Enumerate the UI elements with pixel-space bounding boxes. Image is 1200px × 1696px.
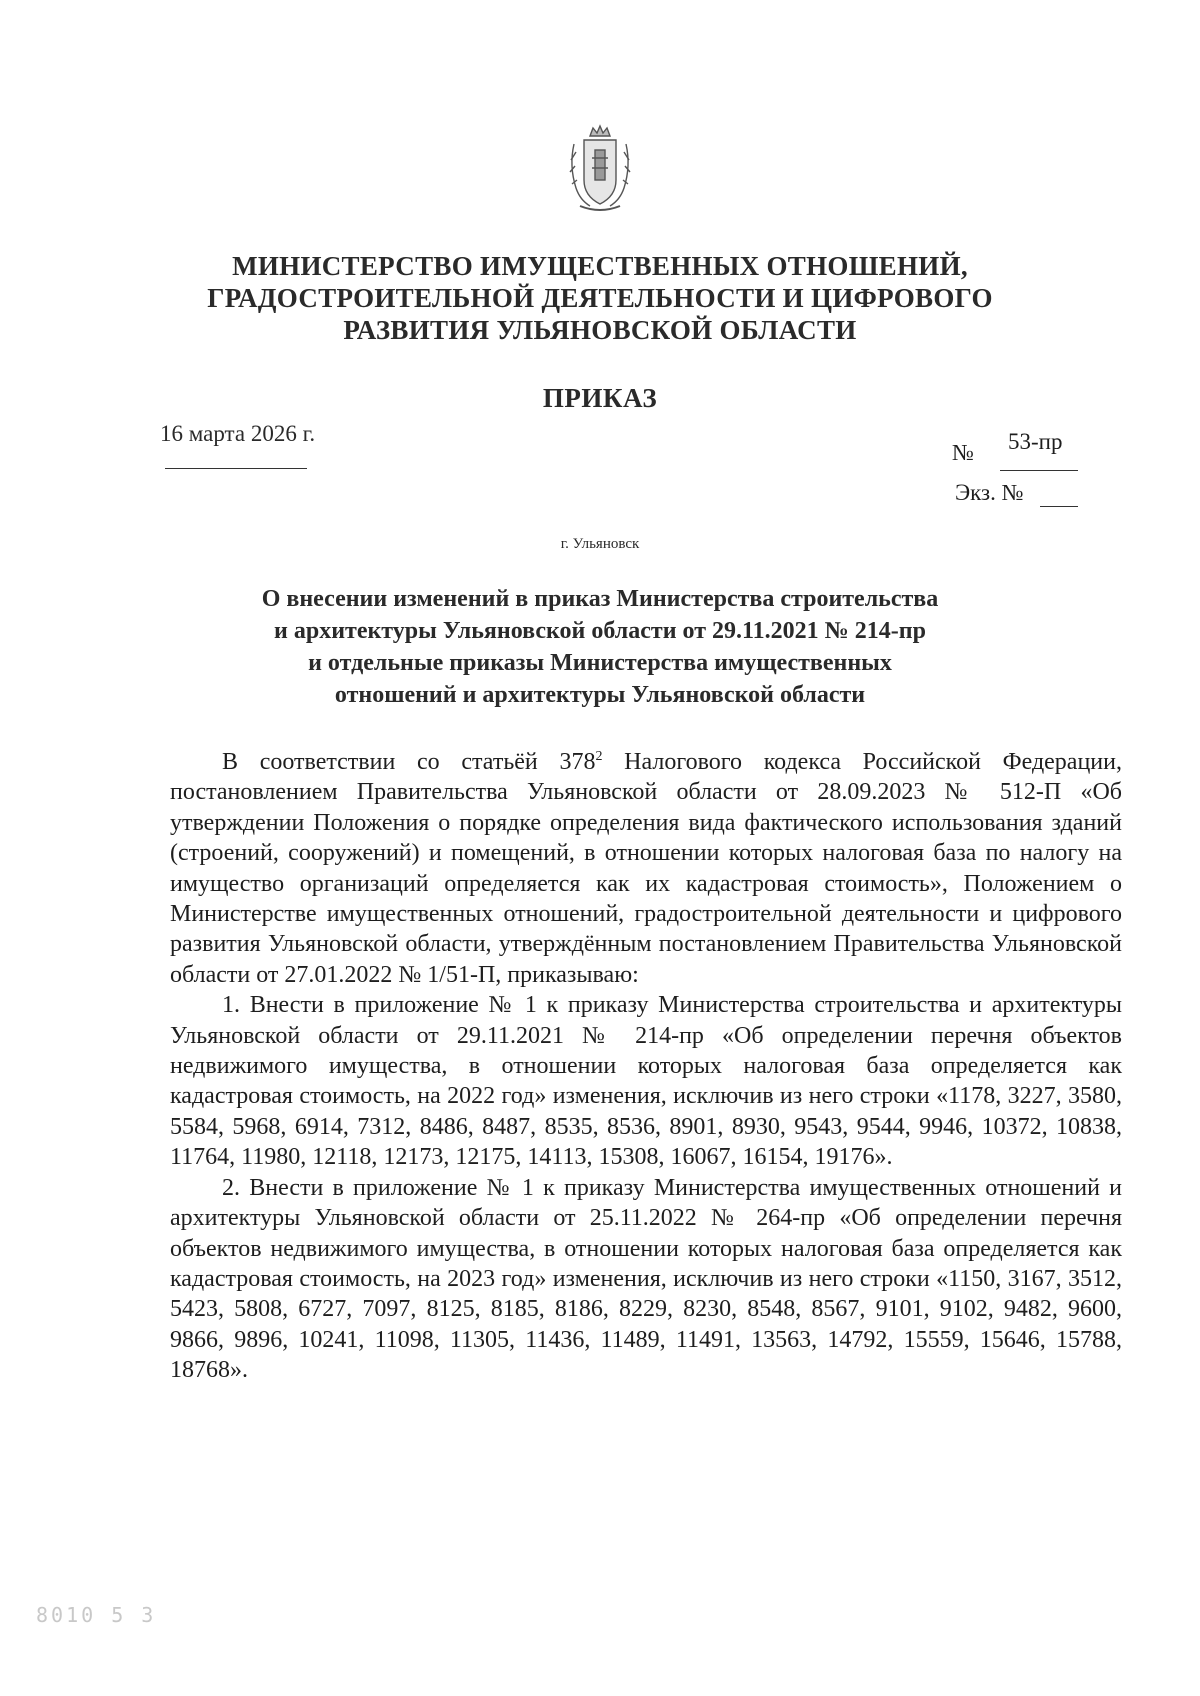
subject-line: О внесении изменений в приказ Министерства строительства [261, 586, 939, 612]
ministry-name-line: МИНИСТЕРСТВО ИМУЩЕСТВЕННЫХ ОТНОШЕНИЙ, [232, 251, 968, 281]
city-name: г. Ульяновск [560, 536, 640, 552]
preamble-text-end: Налогового кодекса Российской Федерации, постановлением Правительства Ульяновской области от 28.09.2023 № 512-П «Об утверждении Положения о порядке определения вида фактического использования зданий (строений, сооружений) и помещений, в отношении которых налоговая база по налогу на имущество организаций определяется как их кадастровая стоимость», Положением о Министерстве имущественных отношений, градостроительной деятельности и цифрового развития Ульяновской области, утверждённым постановлением Правительства Ульяновской области от 27.01.2022 № 1/51-П, приказываю: [170, 749, 1122, 988]
ministry-name-line: РАЗВИТИЯ УЛЬЯНОВСКОЙ ОБЛАСТИ [343, 315, 857, 345]
ministry-name [150, 250, 1050, 346]
subject-line: и архитектуры Ульяновской области от 29.11.2021 № 214-пр [274, 618, 926, 644]
document-number-label: № [952, 440, 974, 465]
preamble-paragraph [170, 747, 1122, 990]
subject-line: отношений и архитектуры Ульяновской области [334, 682, 866, 708]
article-superscript: 2 [595, 749, 603, 764]
number-underline [1000, 470, 1078, 471]
ministry-name-line: ГРАДОСТРОИТЕЛЬНОЙ ДЕЯТЕЛЬНОСТИ И ЦИФРОВОГО [207, 283, 993, 313]
document-subject [190, 583, 1010, 711]
date-underline [165, 468, 307, 469]
copy-number-label: Экз. № [955, 480, 1024, 505]
subject-line: и отдельные приказы Министерства имущественных [308, 650, 892, 676]
document-body [170, 747, 1122, 1386]
copy-number-underline [1040, 506, 1078, 507]
order-item-1: 1. Внести в приложение № 1 к приказу Министерства строительства и архитектуры Ульяновской области от 29.11.2021 № 214-пр «Об определении перечня объектов недвижимого имущества, в отношении которых налоговая база определяется как кадастровая стоимость, на 2022 год» изменения, исключив из него строки «1178, 3227, 3580, 5584, 5968, 6914, 7312, 8486, 8487, 8535, 8536, 8901, 8930, 9543, 9544, 9946, 10372, 10838, 11764, 11980, 12118, 12173, 12175, 14113, 15308, 16067, 16154, 19176». [170, 992, 1122, 1171]
document-date: 16 марта 2026 г. [160, 421, 316, 446]
preamble-text-start: В соответствии со статьёй 378 [222, 749, 596, 775]
coat-of-arms-icon [566, 122, 634, 218]
document-number: 53-пр [1008, 429, 1063, 454]
order-item-2: 2. Внести в приложение № 1 к приказу Министерства имущественных отношений и архитектуры Ульяновской области от 25.11.2022 № 264-пр «Об определении перечня объектов недвижимого имущества, в отношении которых налоговая база определяется как кадастровая стоимость, на 2023 год» изменения, исключив из него строки «1150, 3167, 3512, 5423, 5808, 6727, 7097, 8125, 8185, 8186, 8229, 8230, 8548, 8567, 9101, 9102, 9482, 9600, 9866, 9896, 10241, 11098, 11305, 11436, 11489, 11491, 13563, 14792, 15559, 15646, 15788, 18768». [170, 1174, 1122, 1384]
serial-stamp: 8010 5 3 [36, 1603, 157, 1627]
document-type-title: ПРИКАЗ [542, 383, 658, 413]
